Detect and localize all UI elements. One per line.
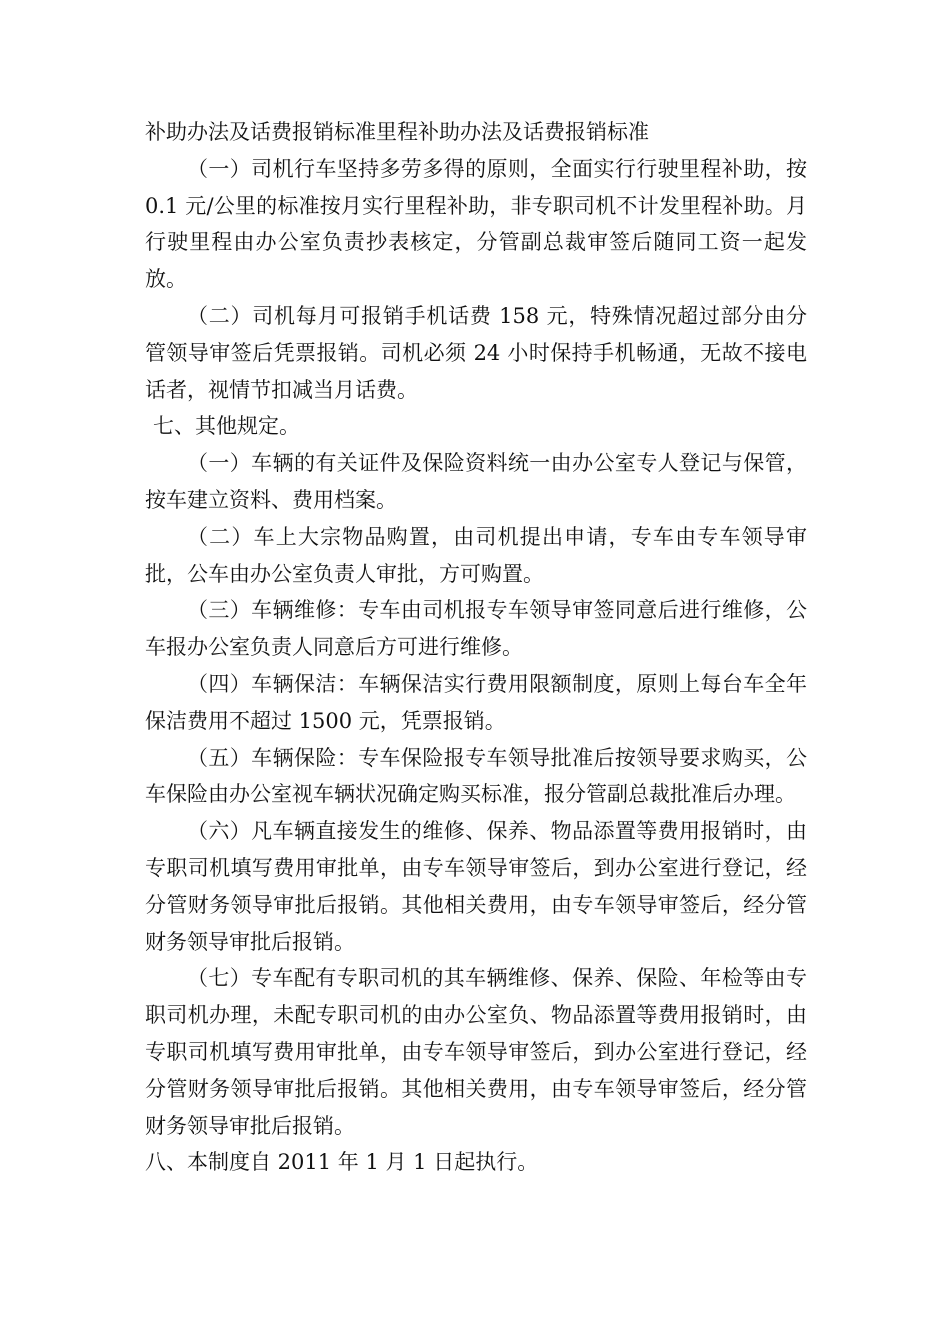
- section-heading-effective-date: 八、本制度自 2011 年 1 月 1 日起执行。: [145, 1150, 539, 1175]
- paragraph-phone-allowance: （二）司机每月可报销手机话费 158 元，特殊情况超过部分由分管领导审签后凭票报销。司机必须 24 小时保持手机畅通，无故不接电话者，视情节扣减当月话费。: [145, 303, 807, 402]
- section-heading-other-rules: 七、其他规定。: [153, 414, 300, 439]
- section-heading-subsidy: 补助办法及话费报销标准里程补助办法及话费报销标准: [145, 120, 649, 144]
- paragraph-dedicated-driver: （七）专车配有专职司机的其车辆维修、保养、保险、年检等由专职司机办理，未配专职司机的由办公室负、物品添置等费用报销时，由专职司机填写费用审批单，由专车领导审签后，到办公室进行登记，经分管财务领导审批后报销。其他相关费用，由专车领导审签后，经分管财务领导审批后报销。: [145, 966, 807, 1138]
- paragraph-vehicle-insurance: （五）车辆保险：专车保险报专车领导批准后按领导要求购买，公车保险由办公室视车辆状况确定购买标准，报分管副总裁批准后办理。: [145, 745, 807, 807]
- document-body: [145, 114, 807, 1181]
- paragraph-bulk-purchase: （二）车上大宗物品购置，由司机提出申请，专车由专车领导审批，公车由办公室负责人审批，方可购置。: [145, 524, 807, 586]
- paragraph-mileage-subsidy: （一）司机行车坚持多劳多得的原则，全面实行行驶里程补助，按 0.1 元/公里的标准按月实行里程补助，非专职司机不计发里程补助。月行驶里程由办公室负责抄表核定，分管副总裁审签后随同工资一起发放。: [145, 156, 807, 292]
- paragraph-vehicle-cleaning: （四）车辆保洁：车辆保洁实行费用限额制度，原则上每台车全年保洁费用不超过 1500 元，凭票报销。: [145, 671, 807, 733]
- paragraph-vehicle-repair: （三）车辆维修：专车由司机报专车领导审签同意后进行维修，公车报办公室负责人同意后方可进行维修。: [145, 598, 807, 660]
- paragraph-documents-insurance: （一）车辆的有关证件及保险资料统一由办公室专人登记与保管，按车建立资料、费用档案。: [145, 451, 807, 512]
- paragraph-expense-reimbursement: （六）凡车辆直接发生的维修、保养、物品添置等费用报销时，由专职司机填写费用审批单，由专车领导审签后，到办公室进行登记，经分管财务领导审批后报销。其他相关费用，由专车领导审签后，经分管财务领导审批后报销。: [145, 819, 807, 954]
